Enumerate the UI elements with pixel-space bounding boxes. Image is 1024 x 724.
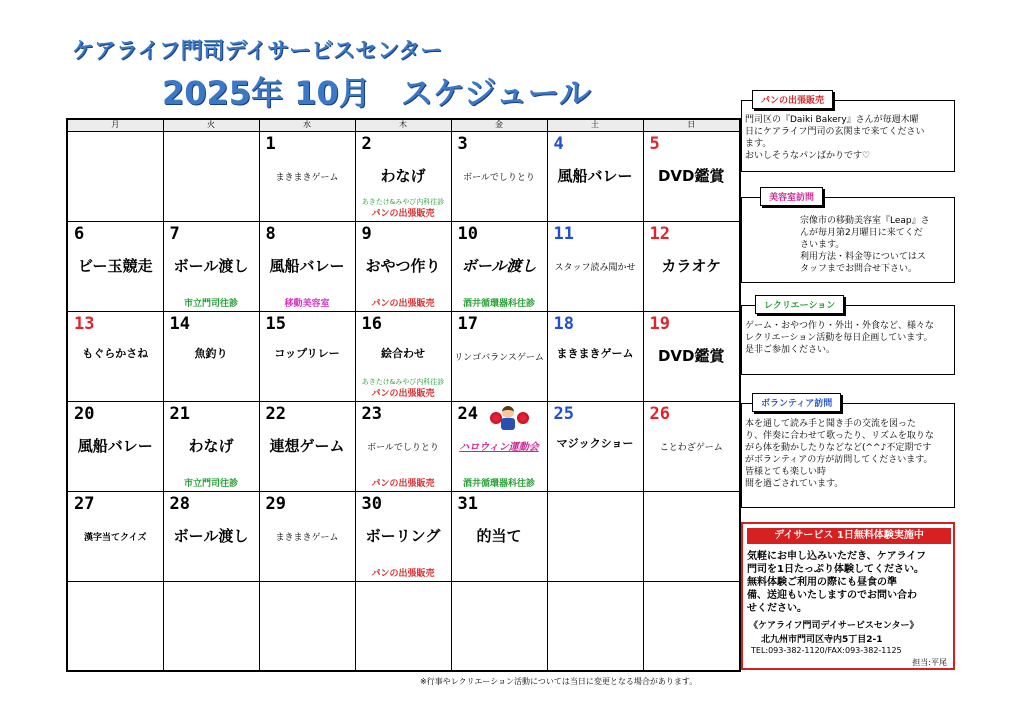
bread-line: 門司区の『Daiki Bakery』さんが毎週木曜 <box>745 115 919 125</box>
weekday-fri: 金 <box>451 119 547 131</box>
beauty-line: タッフまでお問合せ下さい。 <box>800 264 918 274</box>
day-cell <box>451 311 547 401</box>
day-number: 24 <box>457 403 478 424</box>
recreation-info-text <box>745 320 953 356</box>
week-row <box>67 401 740 491</box>
day-cell <box>547 131 643 221</box>
day-number: 2 <box>361 133 372 154</box>
day-cell <box>451 221 547 311</box>
day-event: 風船バレー <box>77 436 153 455</box>
recreation-info-title: レクリエーション <box>755 295 844 314</box>
day-event: ビー玉競走 <box>78 256 153 275</box>
day-note-clinic: あきたけ&みやび内科往診 <box>361 197 445 206</box>
recreation-line: ゲーム・おやつ作り・外出・外食など、様々な <box>745 321 935 331</box>
bread-line: ます。 <box>745 139 772 149</box>
day-cell <box>355 491 451 581</box>
beauty-line: んが毎月第2月曜日に来てくだ <box>800 228 923 238</box>
day-cell <box>355 311 451 401</box>
day-cell <box>67 311 163 401</box>
weekday-thu: 木 <box>355 119 451 131</box>
day-number: 22 <box>265 403 286 424</box>
day-event: まきまきゲーム <box>275 172 339 183</box>
beauty-line: さいます。 <box>800 240 845 250</box>
day-number: 5 <box>649 133 660 154</box>
recreation-line: 是非ご参加ください。 <box>745 345 836 355</box>
day-event: ボールでしりとり <box>463 172 535 183</box>
bread-line: おいしそうなパンばかりです♡ <box>745 151 871 161</box>
beauty-info-title: 美容室訪問 <box>760 187 823 206</box>
free-trial-title: デイサービス 1日無料体験実施中 <box>747 528 951 544</box>
weekday-sat: 土 <box>547 119 643 131</box>
promo-line: 無料体験ご利用の際にも昼食の準 <box>747 577 897 588</box>
day-cell <box>163 491 259 581</box>
day-cell-empty <box>355 581 451 671</box>
volunteer-info-box <box>741 403 955 508</box>
day-event: わなげ <box>188 436 234 455</box>
day-number: 27 <box>74 493 95 514</box>
day-number: 9 <box>361 223 372 244</box>
day-event: スタッフ読み聞かせ <box>554 262 636 273</box>
day-cell-empty <box>643 491 740 581</box>
calendar-table <box>66 118 741 672</box>
day-cell <box>643 131 740 221</box>
day-number: 21 <box>169 403 190 424</box>
day-cell <box>259 131 355 221</box>
day-note-clinic: 市立門司往診 <box>183 298 238 309</box>
promo-line: 気軽にお申し込みいただき、ケアライフ <box>747 551 926 562</box>
day-event: ボール渡し <box>173 526 249 545</box>
day-cell <box>547 221 643 311</box>
volunteer-line: がら体を動かしたりなどなど(^^♪不定期です <box>745 443 932 453</box>
day-cell-empty <box>259 581 355 671</box>
beauty-line: 宗像市の移動美容室『Leap』さ <box>800 216 930 226</box>
volunteer-line: がボランティアの方が訪問してくださいます。 <box>745 455 933 465</box>
volunteer-line: り、伴奏に合わせて歌ったり、リズムを取りな <box>745 431 934 441</box>
day-event: 魚釣り <box>194 346 228 360</box>
bread-info-title: パンの出張販売 <box>752 90 833 109</box>
day-cell-empty <box>67 131 163 221</box>
day-cell <box>67 491 163 581</box>
day-event: 連想ゲーム <box>269 436 345 455</box>
day-cell <box>643 401 740 491</box>
day-event: DVD鑑賞 <box>657 166 725 185</box>
day-event: 絵合わせ <box>381 346 425 360</box>
day-event: ボール渡し <box>461 256 537 275</box>
weekday-sun: 日 <box>643 119 740 131</box>
facility-name: 《ケアライフ門司デイサービスセンター》 <box>749 621 919 631</box>
day-number: 23 <box>361 403 382 424</box>
day-cell <box>643 311 740 401</box>
schedule-title <box>162 68 591 114</box>
day-number: 16 <box>361 313 382 334</box>
day-number: 28 <box>169 493 190 514</box>
day-event: ボール渡し <box>173 256 249 275</box>
day-cell <box>547 311 643 401</box>
day-cell <box>163 221 259 311</box>
day-note-clinic: 市立門司往診 <box>183 478 238 489</box>
beauty-info-text <box>800 215 954 275</box>
day-event: 風船バレー <box>557 166 633 185</box>
facility-address: 北九州市門司区寺内5丁目2-1 <box>761 635 883 645</box>
week-row <box>67 131 740 221</box>
day-note-bread: パンの出張販売 <box>371 388 435 399</box>
staff-name: 担当:平尾 <box>912 658 947 667</box>
day-event: ことわざゲーム <box>659 442 723 453</box>
week-row <box>67 221 740 311</box>
day-cell-empty <box>67 581 163 671</box>
day-number: 7 <box>169 223 180 244</box>
day-number: 18 <box>553 313 574 334</box>
day-number: 14 <box>169 313 190 334</box>
weekday-tue: 火 <box>163 119 259 131</box>
day-cell <box>259 221 355 311</box>
day-number: 26 <box>649 403 670 424</box>
footnote: ※行事やレクリエーション活動については当日に変更となる場合があります。 <box>420 677 698 686</box>
schedule-label: スケジュール <box>400 74 591 112</box>
volunteer-line: 本を通して読み手と聞き手の交流を図った <box>745 419 917 429</box>
day-number: 3 <box>457 133 468 154</box>
volunteer-info-text <box>745 418 953 490</box>
day-number: 19 <box>649 313 670 334</box>
day-event: マジックショー <box>556 436 634 450</box>
day-note-clinic: 酒井循環器科往診 <box>462 478 535 489</box>
day-event: 漢字当てクイズ <box>84 532 147 543</box>
day-event: もぐらかさね <box>82 346 149 360</box>
week-row-blank <box>67 581 740 671</box>
girl-body <box>501 418 515 430</box>
day-cell <box>643 221 740 311</box>
day-number: 31 <box>457 493 478 514</box>
week-row <box>67 491 740 581</box>
bread-line: 日にケアライフ門司の玄関まで来てください <box>745 127 925 137</box>
day-number: 15 <box>265 313 286 334</box>
day-cell <box>259 491 355 581</box>
day-cell <box>67 221 163 311</box>
weekday-mon: 月 <box>67 119 163 131</box>
pompom-left <box>490 412 502 424</box>
recreation-line: レクリエーション活動を毎日企画しています。 <box>745 333 933 343</box>
day-cell <box>355 221 451 311</box>
week-row <box>67 311 740 401</box>
facility-title: ケアライフ門司デイサービスセンター <box>72 39 443 64</box>
day-event: 的当て <box>476 526 522 545</box>
beauty-line: 利用方法・料金等についてはス <box>800 252 926 262</box>
recreation-info-box <box>741 305 955 375</box>
promo-line: せください。 <box>747 603 807 614</box>
pompom-right <box>517 412 529 424</box>
day-cell <box>451 131 547 221</box>
day-cell-empty <box>547 581 643 671</box>
day-event: まきまきゲーム <box>275 532 339 543</box>
day-cell <box>163 401 259 491</box>
day-event: 風船バレー <box>269 256 345 275</box>
day-number: 17 <box>457 313 478 334</box>
day-note-bread: パンの出張販売 <box>371 568 435 579</box>
weekday-header-row <box>67 119 740 131</box>
day-event: ボールでしりとり <box>367 442 439 453</box>
day-event: DVD鑑賞 <box>657 346 725 365</box>
day-number: 29 <box>265 493 286 514</box>
day-cell-empty <box>451 581 547 671</box>
day-cell <box>355 401 451 491</box>
weekday-wed: 水 <box>259 119 355 131</box>
day-number: 10 <box>457 223 478 244</box>
day-number: 30 <box>361 493 382 514</box>
day-number: 25 <box>553 403 574 424</box>
day-cell <box>259 401 355 491</box>
day-note-bread: パンの出張販売 <box>371 478 435 489</box>
day-cell <box>355 131 451 221</box>
promo-line: 備、送迎もいたしますのでお問い合わ <box>747 590 917 601</box>
day-cell-empty <box>547 491 643 581</box>
day-cell-empty <box>163 581 259 671</box>
day-event: まきまきゲーム <box>556 346 634 360</box>
bread-info-text <box>745 114 953 162</box>
day-number: 4 <box>553 133 564 154</box>
volunteer-info-title: ボランティア訪問 <box>752 393 841 412</box>
day-note-clinic: 酒井循環器科往診 <box>462 298 535 309</box>
day-number: 20 <box>74 403 95 424</box>
day-event: リンゴバランスゲーム <box>454 352 544 363</box>
day-number: 8 <box>265 223 276 244</box>
volunteer-line: 間を過ごされています。 <box>745 479 844 489</box>
day-event: カラオケ <box>661 256 722 275</box>
beauty-info-box <box>741 197 955 283</box>
day-event: ハロウィン運動会 <box>459 441 539 453</box>
day-cell <box>451 491 547 581</box>
day-cell <box>67 401 163 491</box>
day-event: わなげ <box>380 166 426 185</box>
day-event: ボーリング <box>365 526 441 545</box>
day-event: おやつ作り <box>365 256 441 275</box>
free-trial-box <box>741 522 955 670</box>
girl-head <box>502 406 514 418</box>
facility-phone: TEL:093-382-1120/FAX:093-382-1125 <box>751 646 902 655</box>
day-cell <box>451 401 547 491</box>
day-note-bread: パンの出張販売 <box>371 298 435 309</box>
day-cell-empty <box>643 581 740 671</box>
day-note-beauty: 移動美容室 <box>284 298 330 309</box>
day-cell-empty <box>163 131 259 221</box>
day-number: 12 <box>649 223 670 244</box>
day-number: 11 <box>553 223 574 244</box>
bread-info-box <box>741 100 955 172</box>
promo-line: 門司を1日たっぷり体験してください。 <box>747 564 924 575</box>
day-number: 1 <box>265 133 276 154</box>
day-cell <box>163 311 259 401</box>
day-cell <box>259 311 355 401</box>
day-number: 13 <box>74 313 95 334</box>
day-event: コップリレー <box>274 346 340 360</box>
free-trial-text <box>747 550 953 615</box>
day-note-bread: パンの出張販売 <box>371 208 435 219</box>
day-cell <box>547 401 643 491</box>
volunteer-line: 皆様とても楽しい時 <box>745 467 827 477</box>
day-number: 6 <box>74 223 85 244</box>
schedule-month: 2025年 10月 <box>162 74 371 112</box>
day-note-clinic: あきたけ&みやび内科往診 <box>361 377 445 386</box>
